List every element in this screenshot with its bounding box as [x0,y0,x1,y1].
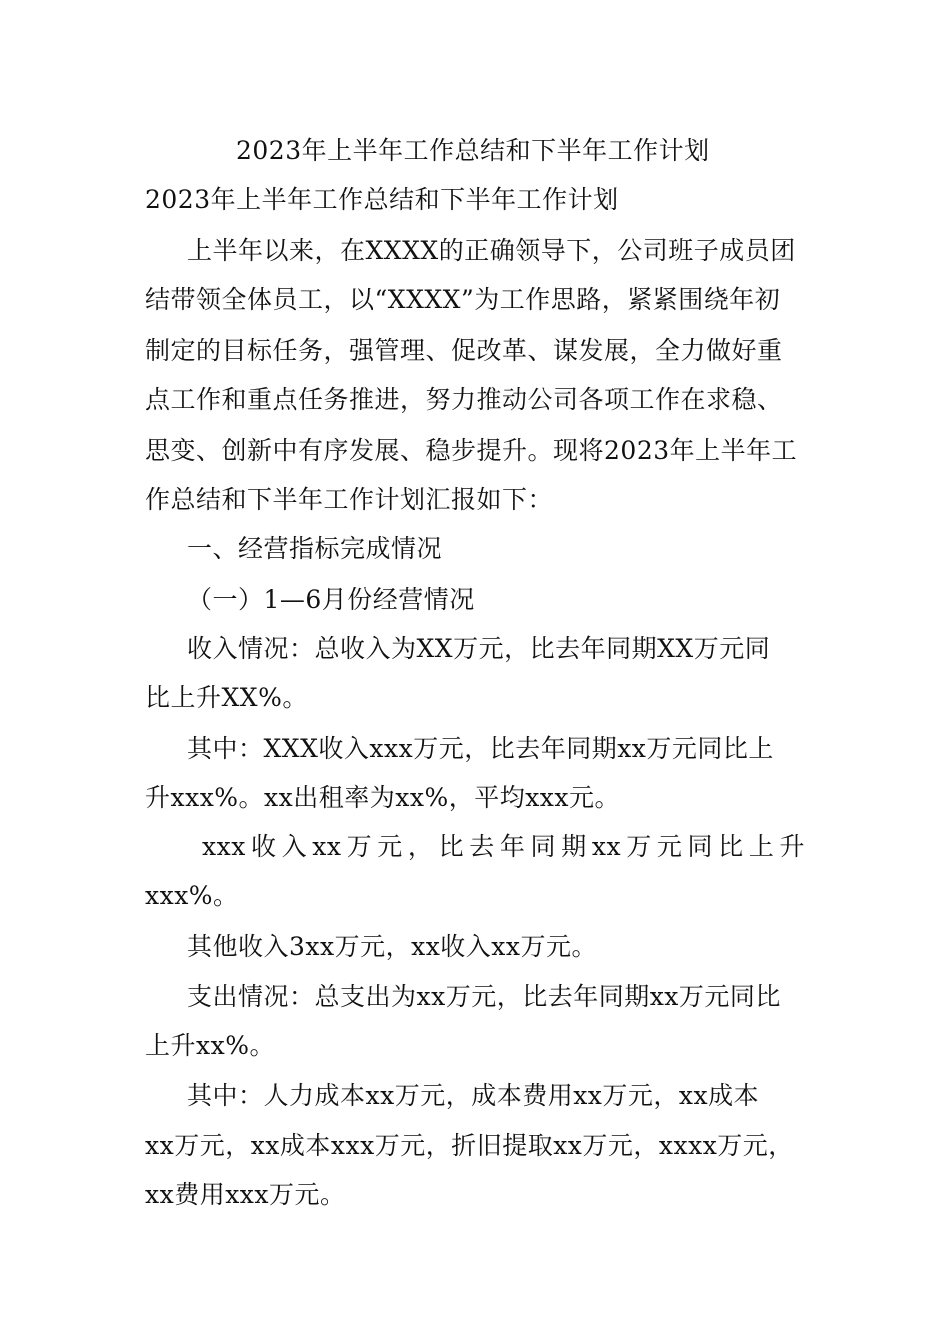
income-detail-line-1: 其中：XXX收入xxx万元，比去年同期xx万元同比上 [187,734,774,763]
intro-line-6: 作总结和下半年工作计划汇报如下： [145,485,554,514]
other-income-line: 其他收入3xx万元，xx收入xx万元。 [187,932,598,961]
expense-line-1: 支出情况：总支出为xx万元，比去年同期xx万元同比 [187,982,781,1011]
income-line-1: 收入情况：总收入为XX万元，比去年同期XX万元同 [187,634,771,663]
expense-detail-line-3: xx费用xxx万元。 [145,1180,346,1209]
subsection-heading: （一）1—6月份经营情况 [187,585,475,614]
income-detail-2-line-1: xxx收入xx万元，比去年同期xx万元同比上升 [202,832,805,861]
expense-line-2: 上升xx%。 [145,1031,275,1060]
document-subtitle: 2023年上半年工作总结和下半年工作计划 [145,185,619,214]
document-title: 2023年上半年工作总结和下半年工作计划 [236,136,710,165]
expense-detail-line-1: 其中：人力成本xx万元，成本费用xx万元，xx成本 [187,1081,760,1110]
intro-line-3: 制定的目标任务，强管理、促改革、谋发展，全力做好重 [145,336,783,365]
intro-line-2: 结带领全体员工，以“XXXX”为工作思路，紧紧围绕年初 [145,285,781,314]
intro-line-4: 点工作和重点任务推进，努力推动公司各项工作在求稳、 [145,385,783,414]
income-detail-2-line-2: xxx%。 [145,881,239,910]
income-line-2: 比上升XX%。 [145,683,308,712]
expense-detail-line-2: xx万元，xx成本xxx万元，折旧提取xx万元，xxxx万元， [145,1131,794,1160]
income-detail-line-2: 升xxx%。xx出租率为xx%，平均xxx元。 [145,783,621,812]
intro-line-1: 上半年以来，在XXXX的正确领导下，公司班子成员团 [187,236,796,265]
section-heading: 一、经营指标完成情况 [187,534,443,563]
intro-line-5: 思变、创新中有序发展、稳步提升。现将2023年上半年工 [145,436,798,465]
